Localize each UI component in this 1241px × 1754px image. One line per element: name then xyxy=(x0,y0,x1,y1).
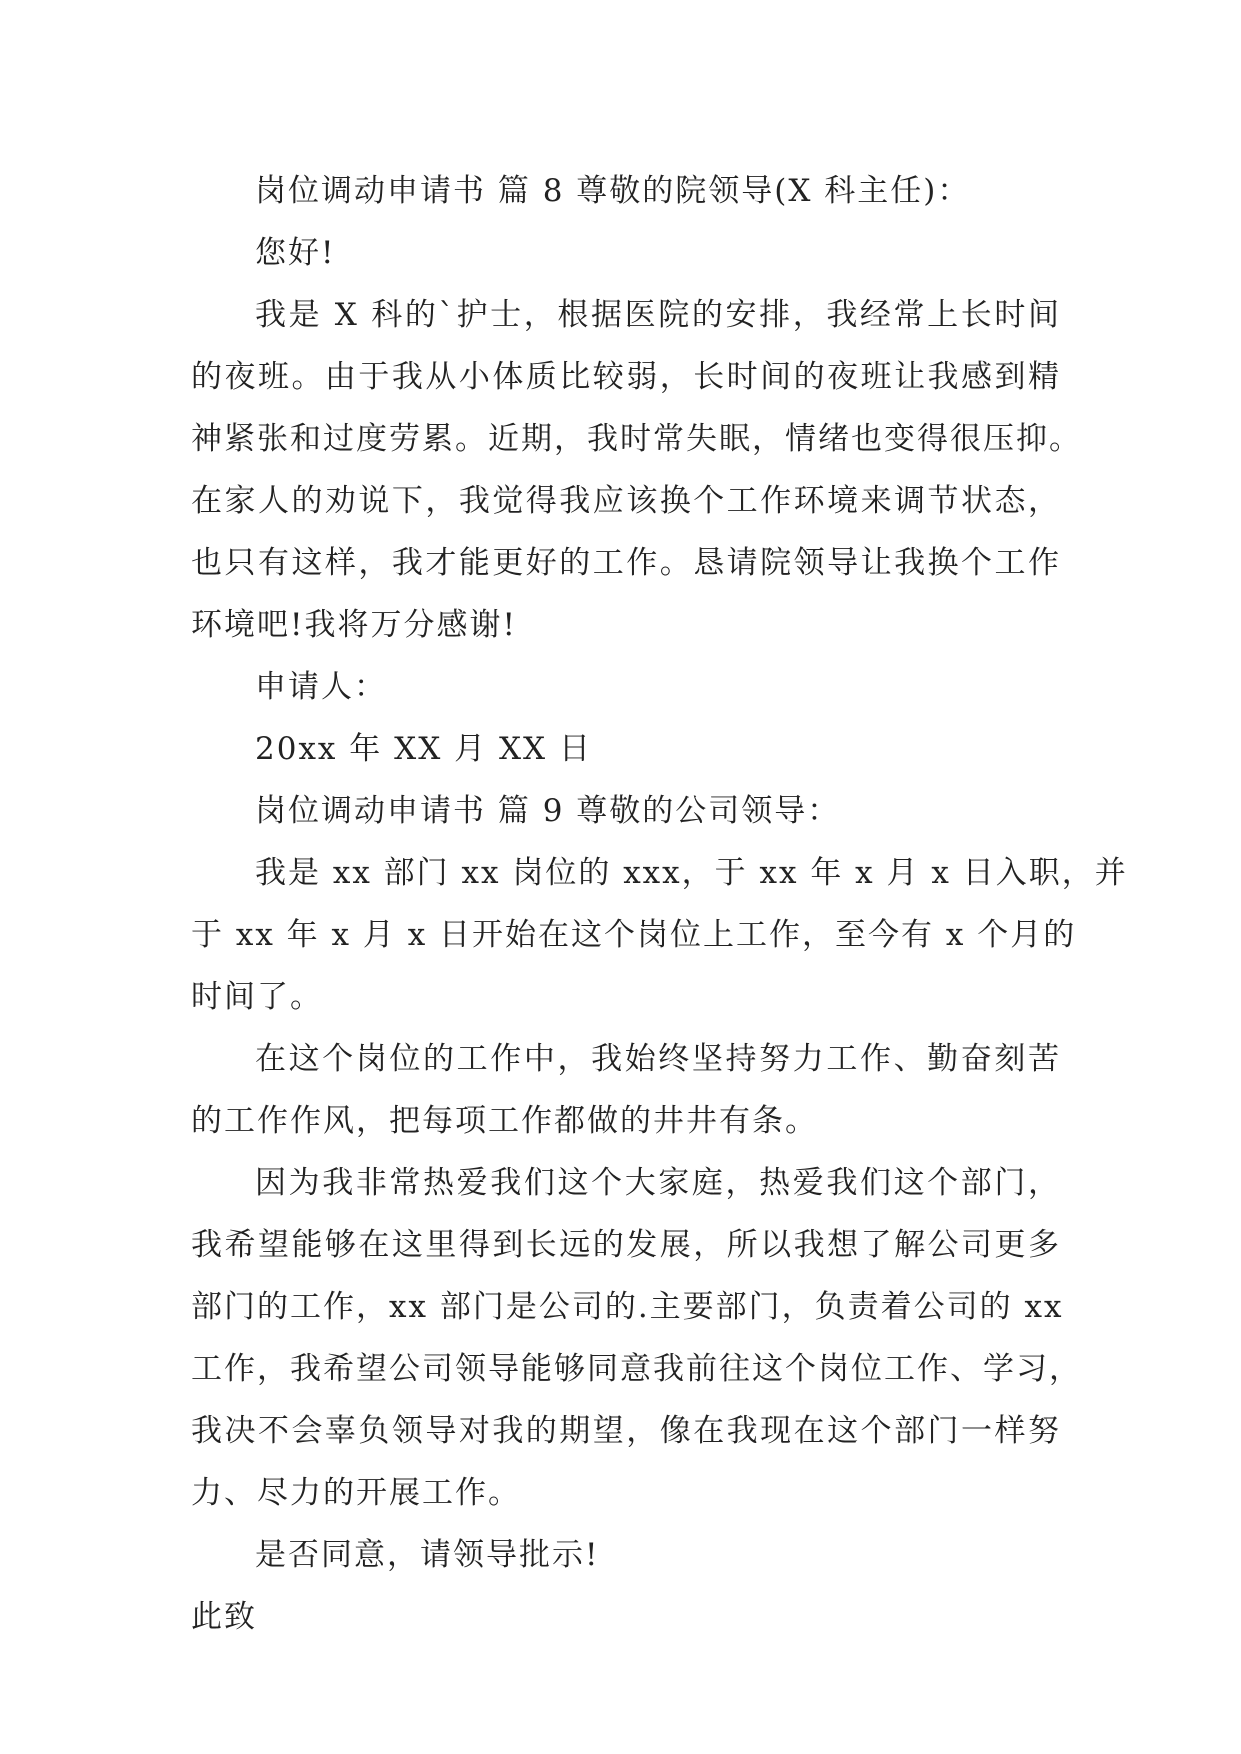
document-line: 我希望能够在这里得到长远的发展，所以我想了解公司更多 xyxy=(191,1227,1061,1263)
document-line: 在这个岗位的工作中，我始终坚持努力工作、勤奋刻苦 xyxy=(255,1041,1061,1077)
document-line: 工作，我希望公司领导能够同意我前往这个岗位工作、学习， xyxy=(191,1351,1082,1387)
document-line: 我是 xx 部门 xx 岗位的 xxx，于 xx 年 x 月 x 日入职，并 xyxy=(255,855,1128,891)
document-line: 我是 X 科的`护士，根据医院的安排，我经常上长时间 xyxy=(255,297,1061,333)
document-line: 的工作作风，把每项工作都做的井井有条。 xyxy=(191,1103,818,1139)
document-line: 环境吧!我将万分感谢! xyxy=(191,607,517,643)
document-line: 此致 xyxy=(191,1599,257,1635)
document-line: 20xx 年 XX 月 XX 日 xyxy=(255,731,592,767)
document-body xyxy=(191,160,1128,1648)
document-line: 力、尽力的开展工作。 xyxy=(191,1475,521,1511)
document-line: 因为我非常热爱我们这个大家庭，热爱我们这个部门， xyxy=(255,1165,1061,1201)
document-line: 于 xx 年 x 月 x 日开始在这个岗位上工作，至今有 x 个月的 xyxy=(191,917,1077,953)
document-line: 时间了。 xyxy=(191,979,323,1015)
document-line: 申请人： xyxy=(255,669,387,705)
document-line: 部门的工作，xx 部门是公司的.主要部门，负责着公司的 xx xyxy=(191,1289,1064,1325)
document-line: 也只有这样，我才能更好的工作。恳请院领导让我换个工作 xyxy=(191,545,1061,581)
document-line: 是否同意，请领导批示! xyxy=(255,1537,600,1573)
document-line: 在家人的劝说下，我觉得我应该换个工作环境来调节状态， xyxy=(191,483,1061,519)
document-line: 岗位调动申请书 篇 9 尊敬的公司领导： xyxy=(255,793,841,829)
document-line: 我决不会辜负领导对我的期望，像在我现在这个部门一样努 xyxy=(191,1413,1061,1449)
document-line: 的夜班。由于我从小体质比较弱，长时间的夜班让我感到精 xyxy=(191,359,1061,395)
document-line: 岗位调动申请书 篇 8 尊敬的院领导(X 科主任)： xyxy=(255,173,971,209)
document-line: 神紧张和过度劳累。近期，我时常失眠，情绪也变得很压抑。 xyxy=(191,421,1082,457)
document-line: 您好! xyxy=(255,235,336,271)
